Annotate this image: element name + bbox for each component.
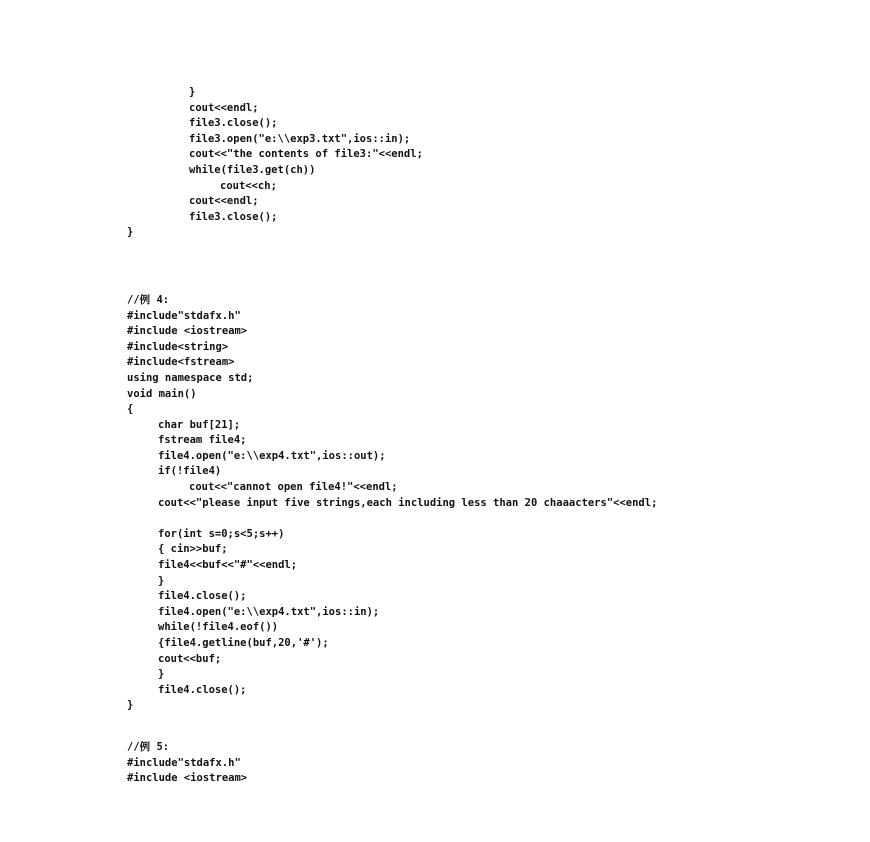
section-gap xyxy=(127,267,827,293)
blank-line xyxy=(127,511,827,527)
code-line: file4.close(); xyxy=(158,590,247,603)
code-line: { xyxy=(127,403,134,416)
section-gap xyxy=(127,241,827,267)
code-line: cout<<"the contents of file3:"<<endl; xyxy=(189,148,423,161)
code-line: cout<<endl; xyxy=(189,195,259,208)
code-line: } xyxy=(127,699,134,712)
code-line: cout<<"cannot open file4!"<<endl; xyxy=(189,481,398,494)
code-line: file3.close(); xyxy=(189,210,278,223)
code-line: #include<string> xyxy=(127,340,229,353)
code-line: } xyxy=(158,574,165,587)
code-line: file4.open("e:\\exp4.txt",ios::in); xyxy=(158,605,380,618)
code-line: #include"stdafx.h" xyxy=(127,309,241,322)
code-line: while(!file4.eof()) xyxy=(158,621,279,634)
code-line: {file4.getline(buf,20,'#'); xyxy=(158,637,329,649)
code-line: #include"stdafx.h" xyxy=(127,756,241,769)
code-line: } xyxy=(189,86,196,98)
code-line: #include <iostream> xyxy=(127,772,248,785)
code-line: file4.open("e:\\exp4.txt",ios::out); xyxy=(158,449,386,462)
code-line: using namespace std; xyxy=(127,371,254,384)
section-gap xyxy=(127,714,827,740)
code-line: } xyxy=(127,226,134,239)
code-line: file3.open("e:\\exp3.txt",ios::in); xyxy=(189,132,411,145)
code-line: cout<<buf; xyxy=(158,652,222,665)
code-line: file4<<buf<<"#"<<endl; xyxy=(158,559,298,572)
code-line: #include<fstream> xyxy=(127,356,235,369)
code-comment: //例 4: xyxy=(127,293,170,306)
code-line: { cin>>buf; xyxy=(158,543,228,556)
code-listing xyxy=(127,85,827,787)
code-line: void main() xyxy=(127,387,197,400)
code-line: cout<<"please input five strings,each including less than 20 chaaacters"<<endl; xyxy=(158,496,658,509)
code-comment: //例 5: xyxy=(127,740,170,753)
code-line: file3.close(); xyxy=(189,117,278,130)
code-line: file4.close(); xyxy=(158,683,247,696)
code-line: #include <iostream> xyxy=(127,325,248,338)
code-line: cout<<endl; xyxy=(189,101,259,114)
code-line: } xyxy=(158,668,165,681)
code-line: fstream file4; xyxy=(158,434,247,447)
code-line: while(file3.get(ch)) xyxy=(189,163,316,176)
code-line: if(!file4) xyxy=(158,465,222,478)
code-line: cout<<ch; xyxy=(220,179,277,192)
code-line: for(int s=0;s<5;s++) xyxy=(158,527,285,540)
code-line: char buf[21]; xyxy=(158,418,241,431)
